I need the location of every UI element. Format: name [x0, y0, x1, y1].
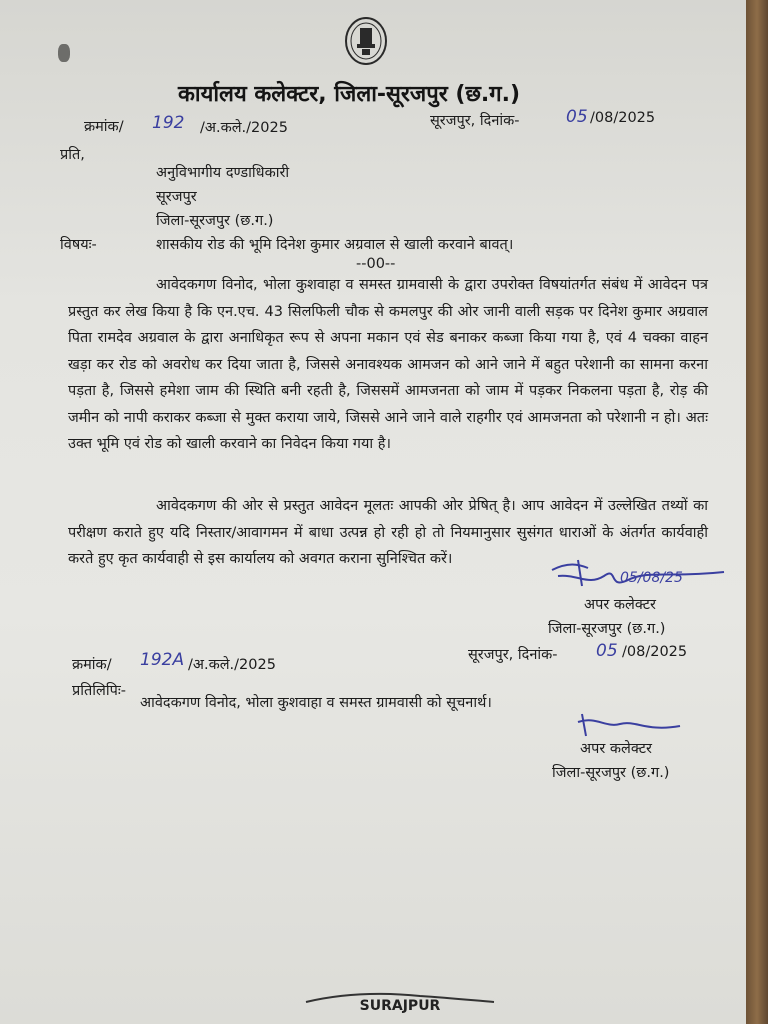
copy-signatory-place: जिला-सूरजपुर (छ.ग.) — [552, 765, 670, 781]
table-edge — [746, 0, 768, 1024]
copy-text: आवेदकगण विनोद, भोला कुशवाहा व समस्त ग्रामवासी को सूचनार्थ। — [140, 695, 492, 711]
punch-hole — [58, 44, 70, 62]
recipient-line3: जिला-सूरजपुर (छ.ग.) — [156, 213, 274, 229]
signatory-place: जिला-सूरजपुर (छ.ग.) — [548, 621, 666, 637]
ref-suffix: /अ.कले./2025 — [200, 120, 288, 136]
logo-text: SURAJPUR — [359, 998, 441, 1014]
signatory-title: अपर कलेक्टर — [584, 597, 656, 613]
office-title: कार्यालय कलेक्टर, जिला-सूरजपुर (छ.ग.) — [178, 82, 521, 107]
copy-ref-suffix: /अ.कले./2025 — [188, 657, 276, 673]
state-emblem-icon — [344, 16, 388, 66]
paragraph-1: आवेदकगण विनोद, भोला कुशवाहा व समस्त ग्रामवासी के द्वारा उपरोक्त विषयांतर्गत संबंध में आवेदन पत्र प्रस्तुत कर लेख किया है कि एन.एच. 43 सिलफिली चौक से कमलपुर की ओर जानी वाली सड़क पर दिनेश कुमार अग्रवाल पिता रामदेव अग्रवाल के द्वारा अनाधिकृत रूप से अपना मकान एवं सेड बनाकर कब्जा किया गया है, एवं 4 चक्का वाहन खड़ा कर रोड को अवरोध कर दिया जाता है, जिससे अनावश्यक आमजन को आने जाने में बहुत परेशानी का सामना करना पड़ता है, जिससे हमेशा जाम की स्थिति बनी रहती है, जिससमें आमजनता को जाम में पड़कर निकलना पड़ता है, रोड़ की जमीन को नापी कराकर कब्जा से मुक्त कराया जाये, जिससे आने जाने वाले राहगीर एवं आमजनता को परेशानी न हो। अतः उक्त भूमि एवं रोड को खाली करवाने का निवेदन किया गया है। — [68, 277, 708, 452]
to-label: प्रति, — [60, 147, 85, 163]
signature-date-note: 05/08/25 — [620, 570, 683, 586]
copy-ref-label: क्रमांक/ — [72, 657, 112, 673]
recipient-line2: सूरजपुर — [156, 189, 197, 205]
ref-number: 192 — [152, 113, 185, 133]
recipient-line1: अनुविभागीय दण्डाधिकारी — [156, 165, 290, 181]
subject-text: शासकीय रोड की भूमि दिनेश कुमार अग्रवाल से खाली करवाने बावत्। — [156, 237, 514, 253]
subject-label: विषयः- — [60, 237, 97, 253]
copy-date-day: 05 — [596, 641, 618, 661]
date-day: 05 — [566, 107, 588, 127]
copy-ref-number: 192A — [140, 650, 185, 670]
separator: --00-- — [356, 256, 396, 272]
copy-date-rest: /08/2025 — [622, 644, 688, 660]
surajpur-logo-icon — [300, 988, 500, 1014]
copy-label: प्रतिलिपिः- — [72, 683, 127, 699]
copy-signatory-title: अपर कलेक्टर — [580, 741, 652, 757]
paragraph-2: आवेदकगण की ओर से प्रस्तुत आवेदन मूलतः आपकी ओर प्रेषित् है। आप आवेदन में उल्लेखित तथ्यों का परीक्षण कराते हुए यदि निस्तार/आवागमन में बाधा उत्पन्न हो रही हो तो नियमानुसार सुसंगत धाराओं के अंतर्गत कार्यवाही करते हुए कृत कार्यवाही से इस कार्यालय को अवगत कराना सुनिश्चित करें। — [68, 498, 708, 567]
place-date-label: सूरजपुर, दिनांक- — [430, 113, 520, 129]
date-rest: /08/2025 — [590, 110, 656, 126]
signature-2-icon — [576, 706, 686, 742]
ref-label: क्रमांक/ — [84, 119, 124, 135]
copy-place-date-label: सूरजपुर, दिनांक- — [468, 647, 558, 663]
